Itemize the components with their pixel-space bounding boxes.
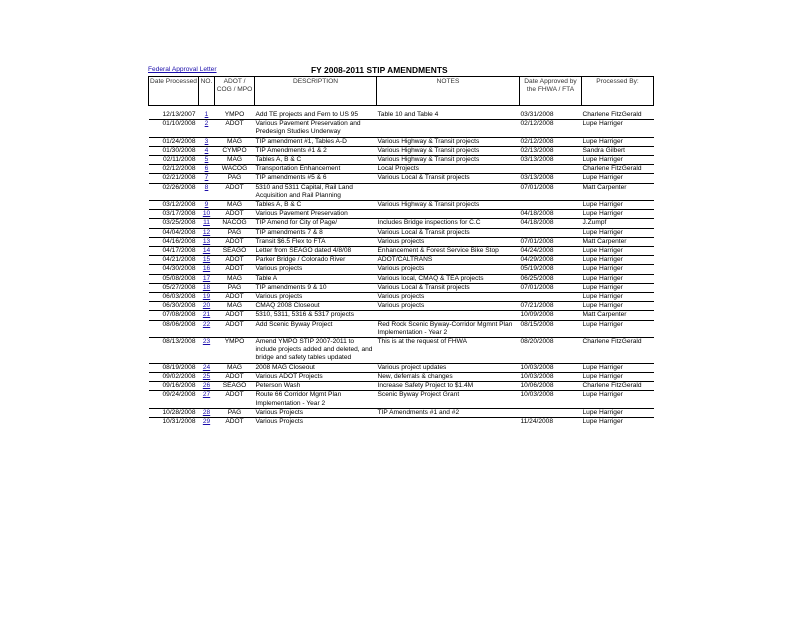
cell-date-approved: 04/29/2008 <box>520 256 582 265</box>
amendment-link[interactable]: 5 <box>204 156 209 164</box>
amendment-link[interactable]: 18 <box>202 283 211 291</box>
cell-processed-by: Lupe Harriger <box>582 283 654 292</box>
cell-processed-by: Charlene FitzGerald <box>582 165 654 174</box>
cell-agency: NACOG <box>215 219 255 228</box>
amendment-link[interactable]: 9 <box>204 201 209 209</box>
cell-notes: Red Rock Scenic Byway-Corridor Mgmnt Plan Implementation - Year 2 <box>377 320 520 337</box>
cell-description: TIP Amend for City of Page/ <box>255 219 377 228</box>
cell-amendment-number[interactable] <box>199 156 215 165</box>
amendment-link[interactable]: 21 <box>202 311 211 319</box>
cell-amendment-number[interactable] <box>199 183 215 200</box>
cell-description: Various Projects <box>255 408 377 417</box>
cell-description: Various Projects <box>255 417 377 426</box>
cell-date-approved <box>520 293 582 302</box>
cell-amendment-number[interactable] <box>199 417 215 426</box>
cell-date-approved: 02/12/2008 <box>520 120 582 137</box>
cell-date-processed: 06/30/2008 <box>149 302 199 311</box>
col-header-adot-cog-mpo: ADOT / COG / MPO <box>215 77 255 106</box>
cell-date-processed: 05/08/2008 <box>149 274 199 283</box>
amendment-link[interactable]: 27 <box>202 391 211 399</box>
amendment-link[interactable]: 2 <box>204 120 209 128</box>
cell-description: 2008 MAG Closeout <box>255 363 377 372</box>
amendment-link[interactable]: 16 <box>202 265 211 273</box>
cell-date-processed: 02/12/2008 <box>149 165 199 174</box>
cell-description: Route 66 Corridor Mgmt Plan Implementation - Year 2 <box>255 391 377 408</box>
cell-date-processed: 04/16/2008 <box>149 237 199 246</box>
amendment-link[interactable]: 26 <box>202 382 211 390</box>
cell-processed-by: Matt Carpenter <box>582 183 654 200</box>
table-row <box>149 219 654 228</box>
cell-date-approved: 10/03/2008 <box>520 391 582 408</box>
cell-notes: Various projects <box>377 302 520 311</box>
stip-amendments-sheet <box>148 66 653 426</box>
table-row <box>149 408 654 417</box>
cell-description: Tables A, B & C <box>255 156 377 165</box>
cell-agency: ADOT <box>215 237 255 246</box>
cell-description: TIP amendment #1, Tables A-D <box>255 137 377 146</box>
cell-agency: ADOT <box>215 210 255 219</box>
col-header-no: NO. <box>199 77 215 106</box>
amendment-link[interactable]: 11 <box>203 219 210 227</box>
cell-amendment-number[interactable] <box>199 265 215 274</box>
table-row <box>149 372 654 381</box>
cell-amendment-number[interactable] <box>199 382 215 391</box>
cell-date-processed: 06/03/2008 <box>149 293 199 302</box>
cell-date-approved <box>520 165 582 174</box>
cell-date-processed: 04/21/2008 <box>149 256 199 265</box>
cell-description: Parker Bridge / Colorado River <box>255 256 377 265</box>
cell-date-approved: 04/24/2008 <box>520 247 582 256</box>
cell-date-approved: 07/21/2008 <box>520 302 582 311</box>
cell-notes: Various projects <box>377 265 520 274</box>
table-row <box>149 247 654 256</box>
cell-amendment-number[interactable] <box>199 256 215 265</box>
cell-amendment-number[interactable] <box>199 146 215 155</box>
cell-date-approved: 10/03/2008 <box>520 372 582 381</box>
cell-agency: ADOT <box>215 256 255 265</box>
cell-notes: Various local, CMAQ & TEA projects <box>377 274 520 283</box>
col-header-date-approved: Date Approved by the FHWA / FTA <box>520 77 582 106</box>
cell-date-processed: 08/06/2008 <box>149 320 199 337</box>
cell-date-processed: 05/27/2008 <box>149 283 199 292</box>
cell-agency: ADOT <box>215 391 255 408</box>
table-row <box>149 391 654 408</box>
cell-notes <box>377 210 520 219</box>
cell-date-processed: 04/30/2008 <box>149 265 199 274</box>
amendment-link[interactable]: 13 <box>202 237 211 245</box>
table-row <box>149 106 654 120</box>
table-row <box>149 382 654 391</box>
cell-agency: YMPO <box>224 111 245 118</box>
table-row <box>149 274 654 283</box>
cell-processed-by: Lupe Harriger <box>582 137 654 146</box>
col-header-date-processed: Date Processed <box>149 77 199 106</box>
cell-processed-by: Matt Carpenter <box>582 311 654 320</box>
cell-processed-by: Lupe Harriger <box>582 293 654 302</box>
cell-notes <box>377 311 520 320</box>
cell-processed-by: Lupe Harriger <box>582 417 654 426</box>
cell-amendment-number[interactable] <box>199 247 215 256</box>
cell-notes: Scenic Byway Project Grant <box>377 391 520 408</box>
cell-date-approved: 05/19/2008 <box>520 265 582 274</box>
cell-notes: ADOT/CALTRANS <box>377 256 520 265</box>
table-header-row <box>149 77 654 106</box>
cell-date-processed: 04/04/2008 <box>149 228 199 237</box>
cell-description: Peterson Wash <box>255 382 377 391</box>
table-row <box>149 363 654 372</box>
cell-agency: MAG <box>215 302 255 311</box>
cell-notes: Various projects <box>377 293 520 302</box>
cell-notes: Various Highway & Transit projects <box>377 201 520 210</box>
cell-description: Letter from SEAGO dated 4/8/08 <box>255 247 377 256</box>
table-row <box>149 228 654 237</box>
cell-amendment-number[interactable] <box>199 302 215 311</box>
cell-description: Add TE projects and Fern to US 95 <box>255 111 359 118</box>
amendment-link[interactable]: 23 <box>202 338 211 346</box>
cell-amendment-number[interactable] <box>199 372 215 381</box>
table-row <box>149 201 654 210</box>
cell-notes: This is at the request of FHWA <box>377 338 520 364</box>
cell-date-approved: 06/25/2008 <box>520 274 582 283</box>
cell-description: 5310 and 5311 Capital, Rail Land Acquisition and Rail Planning <box>255 183 377 200</box>
amendment-link[interactable]: 14 <box>202 247 211 255</box>
cell-description: TIP amendments 9 & 10 <box>255 283 377 292</box>
cell-amendment-number[interactable] <box>199 106 215 120</box>
cell-agency: ADOT <box>215 320 255 337</box>
cell-amendment-number[interactable] <box>199 237 215 246</box>
cell-agency: MAG <box>215 201 255 210</box>
cell-description: TIP amendments #5 & 6 <box>255 174 377 183</box>
cell-notes: TIP Amendments #1 and #2 <box>377 408 520 417</box>
amendment-link[interactable]: 6 <box>204 165 209 173</box>
cell-date-processed: 02/21/2008 <box>149 174 199 183</box>
cell-amendment-number[interactable] <box>199 201 215 210</box>
cell-notes: Various Local & Transit projects <box>377 174 520 183</box>
cell-date-processed: 01/10/2008 <box>149 120 199 137</box>
cell-processed-by: Lupe Harriger <box>582 408 654 417</box>
cell-date-processed: 10/28/2008 <box>149 408 199 417</box>
amendment-link[interactable]: 29 <box>202 417 211 425</box>
cell-agency: ADOT <box>215 372 255 381</box>
amendment-link[interactable]: 28 <box>202 408 211 416</box>
cell-amendment-number[interactable] <box>199 320 215 337</box>
cell-processed-by: Lupe Harriger <box>582 363 654 372</box>
cell-date-processed: 03/12/2008 <box>149 201 199 210</box>
cell-notes <box>377 417 520 426</box>
cell-date-processed: 03/25/2008 <box>149 219 199 228</box>
amendment-link[interactable]: 12 <box>202 228 211 236</box>
table-row <box>149 338 654 364</box>
cell-amendment-number[interactable] <box>199 274 215 283</box>
cell-notes: Increase Safety Project to $1.4M <box>377 382 520 391</box>
cell-notes: Various Highway & Transit projects <box>377 137 520 146</box>
cell-agency: PAG <box>215 408 255 417</box>
cell-description: Various Pavement Preservation and Predesign Studies Underway <box>255 120 377 137</box>
cell-description: TIP Amendments #1 & 2 <box>255 146 377 155</box>
cell-description: Various projects <box>255 265 377 274</box>
cell-processed-by: J.Zumpf <box>582 219 654 228</box>
cell-date-approved: 03/13/2008 <box>520 156 582 165</box>
amendment-link[interactable]: 24 <box>202 363 211 371</box>
cell-date-approved: 07/01/2008 <box>520 237 582 246</box>
cell-notes <box>377 183 520 200</box>
cell-amendment-number[interactable] <box>199 210 215 219</box>
sheet-header <box>148 66 653 76</box>
table-row <box>149 302 654 311</box>
cell-date-approved <box>520 408 582 417</box>
amendment-link[interactable]: 4 <box>204 146 209 154</box>
col-header-description: DESCRIPTION <box>255 77 377 106</box>
cell-processed-by: Lupe Harriger <box>582 174 654 183</box>
cell-date-approved: 02/13/2008 <box>520 146 582 155</box>
cell-notes: Various Local & Transit projects <box>377 228 520 237</box>
cell-agency: PAG <box>215 228 255 237</box>
cell-processed-by: Lupe Harriger <box>582 320 654 337</box>
cell-agency: ADOT <box>215 183 255 200</box>
cell-description: Add Scenic Byway Project <box>255 320 377 337</box>
table-row <box>149 256 654 265</box>
cell-date-processed: 09/16/2008 <box>149 382 199 391</box>
cell-amendment-number[interactable] <box>199 338 215 364</box>
cell-agency: ADOT <box>215 120 255 137</box>
cell-notes: New, deferrals & changes <box>377 372 520 381</box>
cell-notes: Includes Bridge inspections for C.C <box>377 219 520 228</box>
table-row <box>149 417 654 426</box>
cell-date-approved: 10/03/2008 <box>520 363 582 372</box>
cell-amendment-number[interactable] <box>199 293 215 302</box>
table-row <box>149 265 654 274</box>
cell-date-processed: 01/24/2008 <box>149 137 199 146</box>
amendment-link[interactable]: 7 <box>204 174 209 182</box>
amendment-link[interactable]: 17 <box>202 274 211 282</box>
cell-description: Various ADOT Projects <box>255 372 377 381</box>
cell-processed-by: Sandra Gilbert <box>582 146 654 155</box>
cell-agency: SEAGO <box>215 382 255 391</box>
cell-description: Transit $6.5 Flex to FTA <box>255 237 377 246</box>
amendment-link[interactable]: 19 <box>202 293 211 301</box>
amendment-link[interactable]: 15 <box>202 256 211 264</box>
cell-notes: Various Highway & Transit projects <box>377 156 520 165</box>
table-row <box>149 146 654 155</box>
table-row <box>149 183 654 200</box>
cell-date-processed: 09/02/2008 <box>149 372 199 381</box>
cell-date-processed: 08/19/2008 <box>149 363 199 372</box>
cell-date-processed: 02/26/2008 <box>149 183 199 200</box>
table-row <box>149 174 654 183</box>
cell-amendment-number[interactable] <box>199 408 215 417</box>
cell-processed-by: Lupe Harriger <box>582 256 654 265</box>
table-row <box>149 311 654 320</box>
cell-date-processed: 03/17/2008 <box>149 210 199 219</box>
cell-processed-by: Lupe Harriger <box>582 247 654 256</box>
cell-agency: WACOG <box>215 165 255 174</box>
amendment-link[interactable]: 10 <box>202 210 211 218</box>
cell-agency: YMPO <box>215 338 255 364</box>
cell-agency: MAG <box>215 156 255 165</box>
cell-notes: Table 10 and Table 4 <box>377 111 439 118</box>
cell-amendment-number[interactable] <box>199 120 215 137</box>
cell-amendment-number[interactable] <box>199 228 215 237</box>
amendment-link[interactable]: 25 <box>202 372 211 380</box>
cell-date-processed: 08/13/2008 <box>149 338 199 364</box>
cell-notes: Various Local & Transit projects <box>377 283 520 292</box>
cell-agency: ADOT <box>215 417 255 426</box>
amendment-link[interactable]: 8 <box>204 183 209 191</box>
cell-processed-by: Lupe Harriger <box>582 120 654 137</box>
cell-processed-by: Charlene FitzGerald <box>582 111 642 118</box>
cell-description: Various projects <box>255 293 377 302</box>
cell-date-approved: 08/15/2008 <box>520 320 582 337</box>
cell-date-approved: 11/24/2008 <box>520 417 582 426</box>
cell-amendment-number[interactable] <box>199 174 215 183</box>
cell-amendment-number[interactable] <box>199 311 215 320</box>
table-row <box>149 210 654 219</box>
amendment-link[interactable]: 22 <box>202 320 211 328</box>
cell-description: Transportation Enhancement <box>255 165 377 174</box>
cell-processed-by: Lupe Harriger <box>582 372 654 381</box>
cell-description: TIP amendments 7 & 8 <box>255 228 377 237</box>
cell-notes: Various Highway & Transit projects <box>377 146 520 155</box>
cell-date-processed: 10/31/2008 <box>149 417 199 426</box>
cell-processed-by: Lupe Harriger <box>582 265 654 274</box>
cell-agency: PAG <box>215 174 255 183</box>
table-row <box>149 137 654 146</box>
cell-processed-by: Lupe Harriger <box>582 201 654 210</box>
cell-processed-by: Charlene FitzGerald <box>582 338 654 364</box>
table-row <box>149 283 654 292</box>
cell-processed-by: Lupe Harriger <box>582 302 654 311</box>
cell-date-approved: 04/18/2008 <box>520 219 582 228</box>
cell-notes: Local Projects <box>377 165 520 174</box>
cell-date-processed: 01/30/2008 <box>149 146 199 155</box>
cell-description: Tables A, B & C <box>255 201 377 210</box>
cell-date-approved <box>520 201 582 210</box>
table-row <box>149 156 654 165</box>
cell-notes: Various projects <box>377 237 520 246</box>
cell-processed-by: Lupe Harriger <box>582 391 654 408</box>
cell-date-approved: 08/20/2008 <box>520 338 582 364</box>
cell-date-processed: 04/17/2008 <box>149 247 199 256</box>
cell-notes <box>377 120 520 137</box>
cell-agency: MAG <box>215 363 255 372</box>
table-row <box>149 237 654 246</box>
cell-date-approved: 10/06/2008 <box>520 382 582 391</box>
table-row <box>149 320 654 337</box>
cell-agency: ADOT <box>215 293 255 302</box>
cell-processed-by: Lupe Harriger <box>582 156 654 165</box>
cell-agency: MAG <box>215 137 255 146</box>
cell-date-approved: 02/12/2008 <box>520 137 582 146</box>
cell-description: 5310, 5311, 5316 & 5317 projects <box>255 311 377 320</box>
table-row <box>149 293 654 302</box>
cell-date-processed: 12/13/2007 <box>162 111 196 118</box>
cell-processed-by: Lupe Harriger <box>582 210 654 219</box>
cell-date-approved: 07/01/2008 <box>520 283 582 292</box>
cell-description: Table A <box>255 274 377 283</box>
cell-processed-by: Lupe Harriger <box>582 274 654 283</box>
table-body <box>149 106 654 427</box>
cell-agency: PAG <box>215 283 255 292</box>
cell-agency: ADOT <box>215 311 255 320</box>
cell-description: CMAQ 2008 Closeout <box>255 302 377 311</box>
cell-amendment-number[interactable] <box>199 283 215 292</box>
amendment-link[interactable]: 20 <box>202 302 211 310</box>
cell-processed-by: Charlene FitzGerald <box>582 382 654 391</box>
federal-approval-letter-link[interactable]: Federal Approval Letter <box>148 66 217 73</box>
table-row <box>149 120 654 137</box>
cell-description: Amend YMPO STIP 2007-2011 to include projects added and deleted, and bridge and safety tables updated <box>255 338 377 364</box>
cell-date-processed: 09/24/2008 <box>149 391 199 408</box>
cell-amendment-number[interactable] <box>199 165 215 174</box>
cell-date-approved: 04/18/2008 <box>520 210 582 219</box>
cell-agency: CYMPO <box>215 146 255 155</box>
cell-agency: MAG <box>215 274 255 283</box>
col-header-notes: NOTES <box>377 77 520 106</box>
cell-notes: Enhancement & Forest Service Bike Stop <box>377 247 520 256</box>
cell-amendment-number[interactable] <box>199 137 215 146</box>
cell-date-processed: 07/08/2008 <box>149 311 199 320</box>
amendments-table <box>148 76 654 426</box>
cell-processed-by: Matt Carpenter <box>582 237 654 246</box>
cell-date-approved: 07/01/2008 <box>520 183 582 200</box>
cell-description: Various Pavement Preservation <box>255 210 377 219</box>
cell-agency: SEAGO <box>215 247 255 256</box>
cell-notes: Various project updates <box>377 363 520 372</box>
amendment-link[interactable]: 1 <box>204 111 209 118</box>
page-title: FY 2008-2011 STIP AMENDMENTS <box>311 65 448 75</box>
cell-processed-by: Lupe Harriger <box>582 228 654 237</box>
cell-date-approved: 03/31/2008 <box>520 111 554 118</box>
cell-date-approved: 03/13/2008 <box>520 174 582 183</box>
cell-agency: ADOT <box>215 265 255 274</box>
amendment-link[interactable]: 3 <box>204 137 209 145</box>
table-row <box>149 165 654 174</box>
cell-amendment-number[interactable] <box>199 363 215 372</box>
cell-amendment-number[interactable] <box>199 391 215 408</box>
cell-date-processed: 02/11/2008 <box>149 156 199 165</box>
cell-date-approved <box>520 228 582 237</box>
col-header-processed-by: Processed By: <box>582 77 654 106</box>
cell-date-approved: 10/09/2008 <box>520 311 582 320</box>
cell-amendment-number[interactable] <box>199 219 215 228</box>
